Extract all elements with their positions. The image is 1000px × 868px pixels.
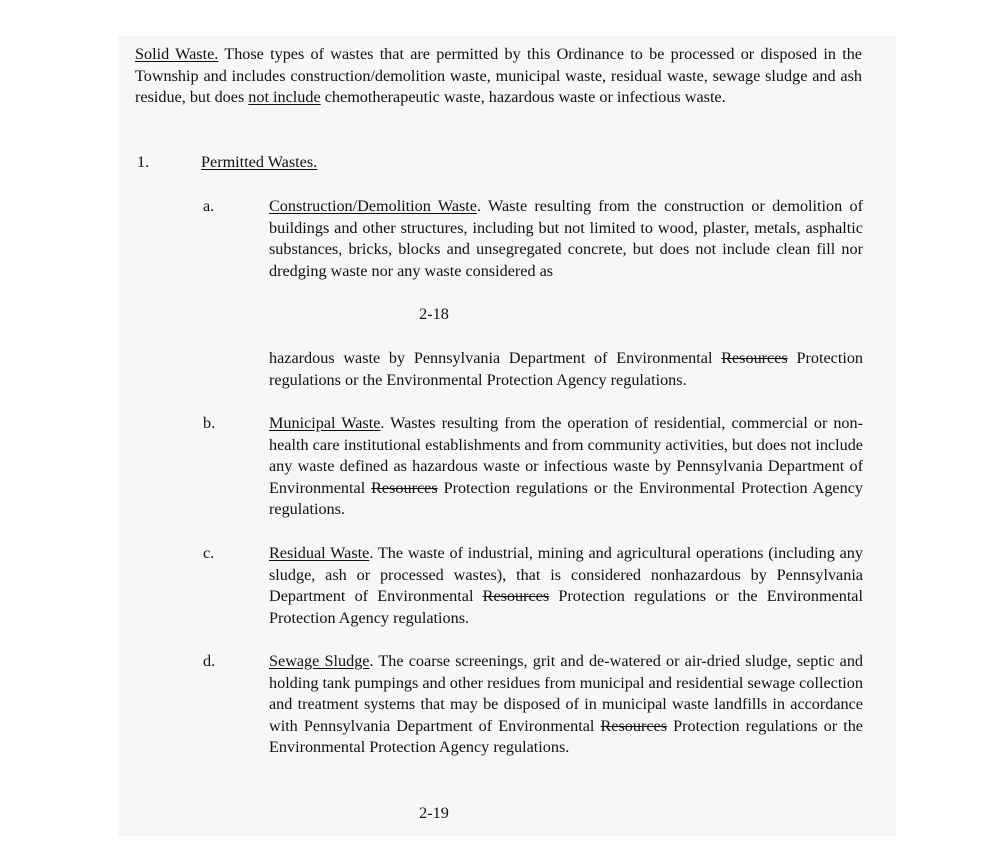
definition-term: Solid Waste. (135, 45, 219, 63)
item-c-text (269, 543, 863, 629)
item-b-struck: Resources (371, 478, 438, 497)
section-number: 1. (137, 153, 150, 171)
definition-text-end: chemotherapeutic waste, hazardous waste or infectious waste. (320, 88, 726, 106)
item-b-text (269, 413, 863, 521)
page-number-2-19: 2-19 (419, 804, 449, 822)
item-b-body: . Wastes resulting from the operation of residential, commercial or non-health care institutional establishments and from community activities, but does not include any waste defined as hazardous waste or infectious waste by Pennsylvania Department of Environmental (269, 414, 863, 497)
definition-text: Those types of wastes that are permitted by this Ordinance to be processed or disposed in the Township and includes construction/demolition waste, municipal waste, residual waste, sewage sludge and ash residue, but does (135, 45, 862, 106)
solid-waste-definition (135, 44, 862, 109)
item-d-body: . The coarse screenings, grit and de-watered or air-dried sludge, septic and holding tank pumpings and other residues from municipal and residential sewage collection and treatment systems that may be disposed of in municipal waste landfills in accordance with Pennsylvania Department of Environmental (269, 652, 864, 735)
item-b-body-end: Protection regulations or the Environmental Protection Agency regulations. (269, 478, 863, 518)
item-b-letter: b. (203, 414, 216, 432)
item-c-body: . The waste of industrial, mining and agricultural operations (including any sludge, ash or processed wastes), that is considered nonhazardous by Pennsylvania Department of Environmental (269, 544, 863, 605)
item-a-continuation-text: hazardous waste by Pennsylvania Department of Environmental (269, 349, 722, 367)
item-a-continuation (269, 348, 863, 391)
section-title: Permitted Wastes. (201, 153, 318, 171)
item-b-term: Municipal Waste (269, 414, 381, 432)
item-c-struck: Resources (482, 587, 550, 605)
item-c-letter: c. (203, 544, 215, 562)
item-d-letter: d. (203, 652, 216, 670)
item-a-text (269, 196, 863, 282)
item-c-term: Residual Waste (269, 544, 370, 562)
item-a-body: . Waste resulting from the construction or demolition of buildings and other structures, including but not limited to wood, plaster, metals, asphaltic substances, bricks, blocks and unsegregated concrete, but does not include clean fill nor dredging waste nor any waste considered as (269, 197, 863, 280)
item-d-term: Sewage Sludge (269, 652, 370, 670)
definition-emphasis: not include (248, 88, 321, 106)
item-a-term: Construction/Demolition Waste (269, 197, 477, 215)
item-c-body-end: Protection regulations or the Environmental Protection Agency regulations. (269, 587, 863, 627)
item-a-letter: a. (203, 197, 215, 215)
item-a-struck: Resources (721, 349, 788, 367)
item-a-continuation-end: Protection regulations or the Environmental Protection Agency regulations. (269, 349, 864, 389)
item-d-text (269, 651, 863, 759)
item-d-body-end: Protection regulations or the Environmental Protection Agency regulations. (269, 716, 863, 756)
page-number-2-18: 2-18 (419, 305, 449, 323)
item-d-struck: Resources (600, 716, 668, 735)
